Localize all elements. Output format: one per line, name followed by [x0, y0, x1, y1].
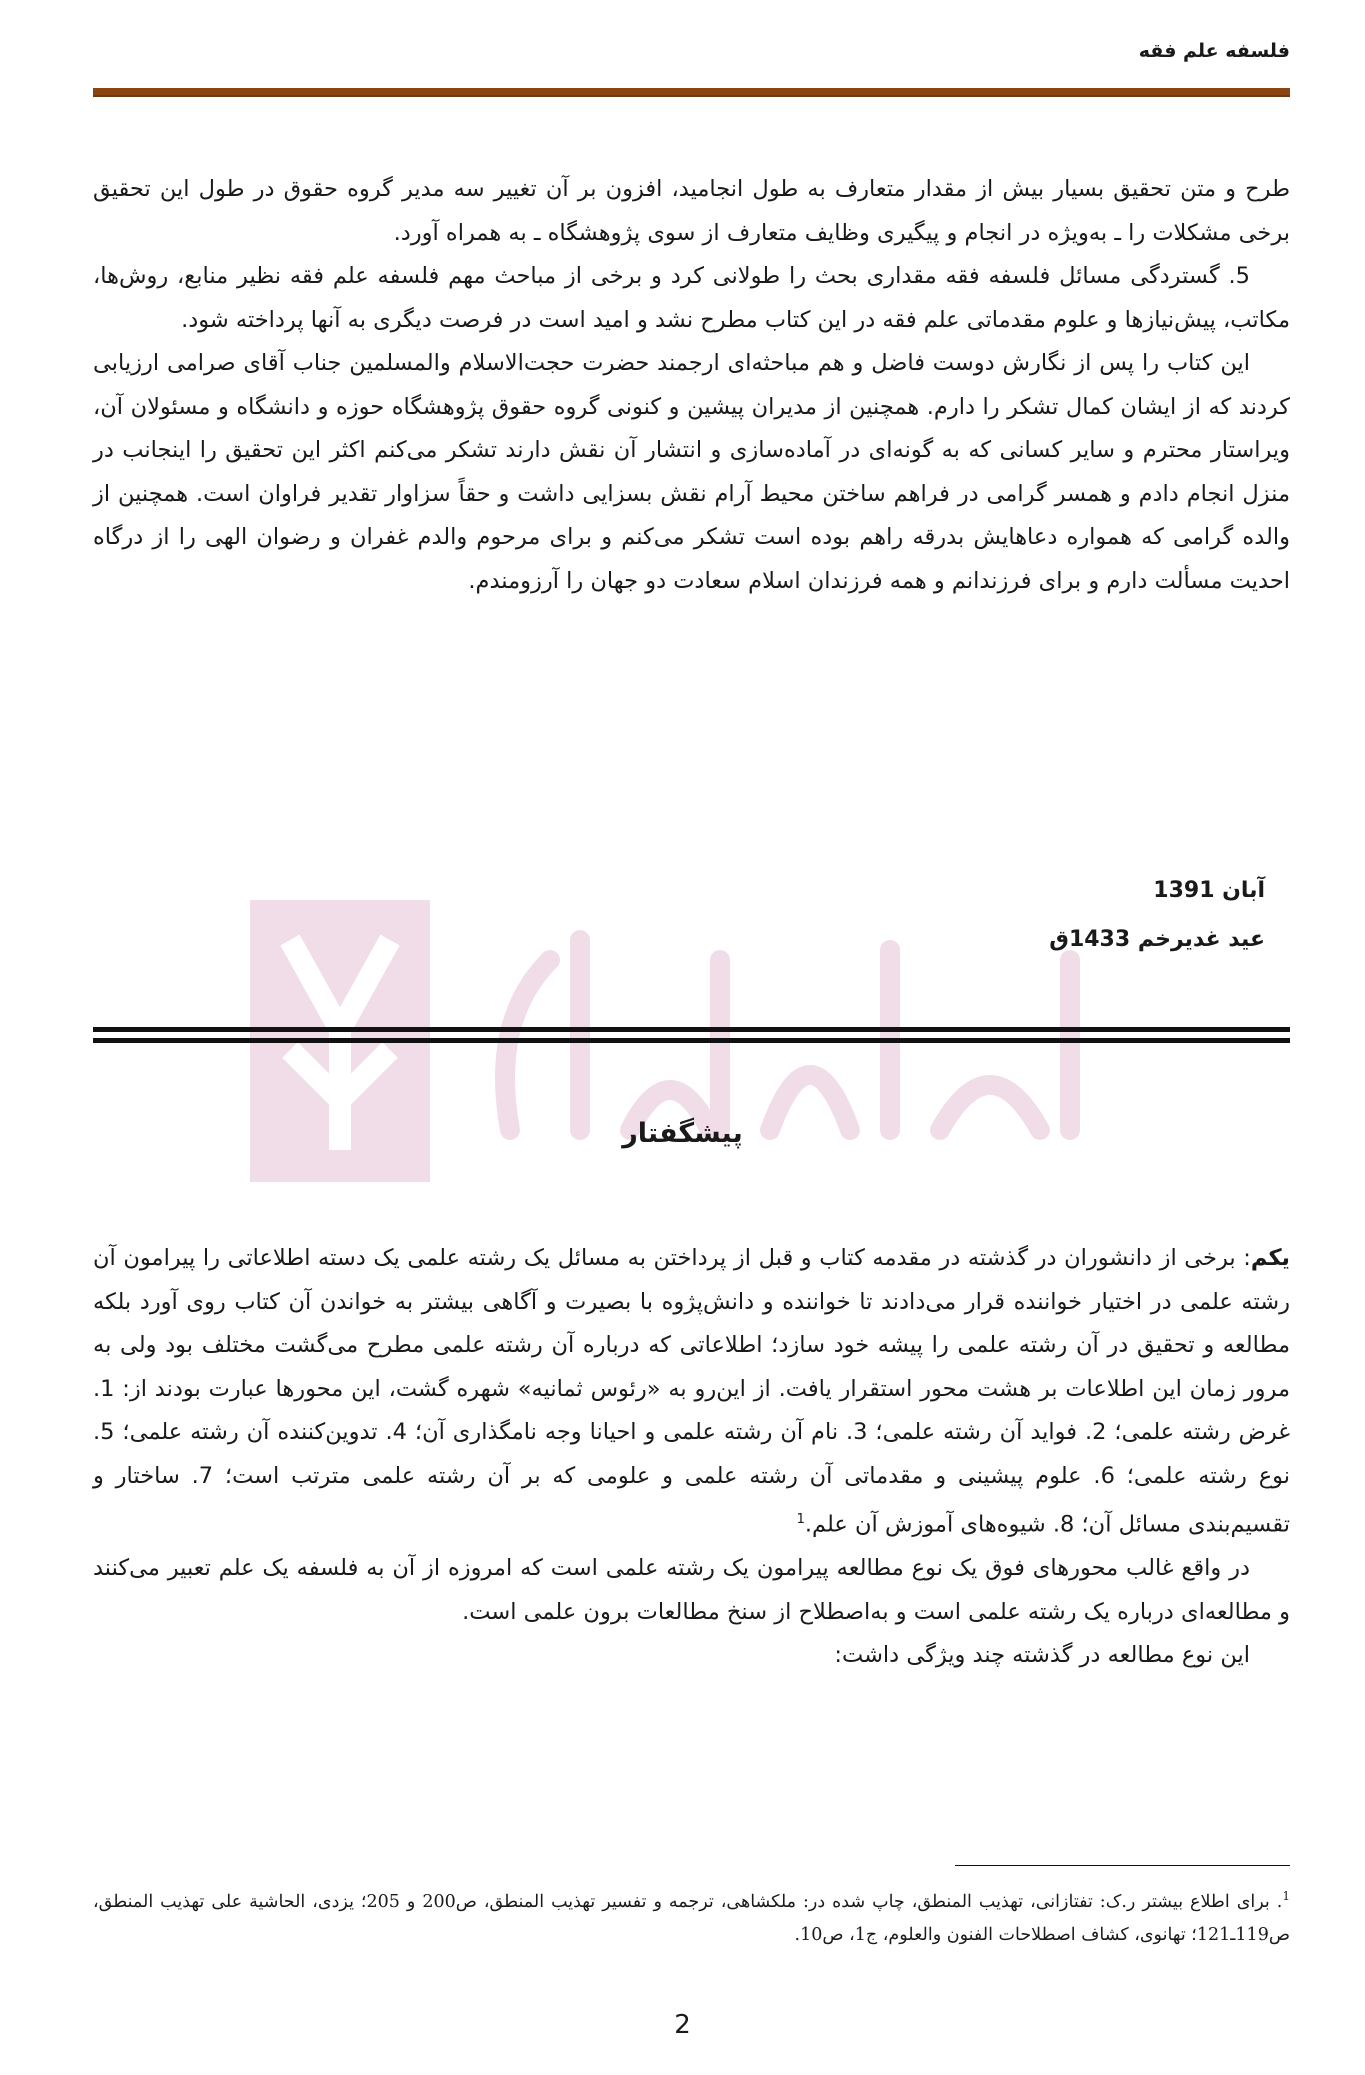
signature-date-solar: آبان 1391: [1153, 878, 1265, 903]
footnote-reference[interactable]: 1: [796, 1512, 805, 1527]
page-number: 2: [674, 2010, 691, 2040]
section-paragraph-1-text: : برخی از دانشوران در گذشته در مقدمه کتاب و قبل از پرداختن به مسائل یک رشته علمی یک دسته اطلاعاتی را پیرامون آن رشته علمی در اختیار خواننده قرار می‌دادند تا خواننده و دانش‌پژوه با بصیرت و آگاهی بیشتر به خواندن آن کتاب روی آورد بلکه مطالعه و تحقیق در آن رشته علمی را پیشه خود سازد؛ اطلاعاتی که درباره آن رشته علمی مطرح می‌گشت مختلف بود ولی به مرور زمان این اطلاعات بر هشت محور استقرار یافت. از این‌رو به «رئوس ثمانیه» شهره گشت، این محورها عبارت بودند از: 1. غرض رشته علمی؛ 2. فواید آن رشته علمی؛ 3. نام آن رشته علمی و احیانا وجه نامگذاری آن؛ 4. تدوین‌کننده آن رشته علمی؛ 5. نوع رشته علمی؛ 6. علوم پیشینی و مقدماتی آن رشته علمی و علومی که بر آن رشته علمی مترتب است؛ 7. ساختار و تقسیم‌بندی مسائل آن؛ 8. شیوه‌های آموزش آن علم.: [93, 1245, 1291, 1538]
section-title: پیشگفتار: [622, 1118, 743, 1149]
header-rule: [93, 88, 1290, 97]
section-divider-bottom: [93, 1038, 1290, 1043]
watermark-lettering: [505, 940, 1070, 1130]
preface-paragraph-1: طرح و متن تحقیق بسیار بیش از مقدار متعارف به طول انجامید، افزون بر آن تغییر سه مدیر گروه حقوق در طول این تحقیق برخی مشکلات را ـ به‌ویژه در انجام و پیگیری وظایف متعارف از سوی پژوهشگاه ـ به همراه آورد.: [93, 176, 1290, 246]
signature-date-lunar: عید غدیرخم 1433ق: [1049, 927, 1265, 952]
section-lead-word: یکم: [1250, 1245, 1290, 1271]
running-header-title: فلسفه علم فقه: [1138, 40, 1290, 62]
section-divider-top: [93, 1027, 1290, 1032]
preface-paragraph-2: 5. گستردگی مسائل فلسفه فقه مقداری بحث را طولانی کرد و برخی از مباحث مهم فلسفه علم فقه نظیر منابع، روش‌ها، مکاتب، پیش‌نیازها و علوم مقدماتی علم فقه در این کتاب مطرح نشد و امید است در فرصت دیگری به آنها پرداخته شود.: [93, 263, 1290, 333]
footnote: [93, 1880, 1290, 1952]
section-paragraph-3: این نوع مطالعه در گذشته چند ویژگی داشت:: [834, 1642, 1250, 1668]
section-body: [93, 1237, 1290, 1678]
preface-paragraph-3: این کتاب را پس از نگارش دوست فاضل و هم مباحثه‌ای ارجمند حضرت حجت‌الاسلام والمسلمین جناب آقای صرامی ارزیابی کردند که از ایشان کمال تشکر را دارم. همچنین از مدیران پیشین و کنونی گروه حقوق پژوهشگاه حوزه و دانشگاه و مسئولان آن، ویراستار محترم و سایر کسانی که به گونه‌ای در آماده‌سازی و انتشار آن نقش دارند تشکر می‌کنم اکثر این تحقیق را اینجانب در منزل انجام دادم و همسر گرامی در فراهم ساختن محیط آرام نقش بسزایی داشت و حقاً سزاوار تقدیر فراوان است. همچنین از والده گرامی که همواره دعاهایش بدرقه راهم بوده است تشکر می‌کنم و برای مرحوم والدم غفران و رضوان الهی را از درگاه احدیت مسألت دارم و برای فرزندانم و همه فرزندان اسلام سعادت دو جهان را آرزومندم.: [93, 350, 1290, 594]
preface-body: [93, 168, 1290, 603]
footnote-text: . برای اطلاع بیشتر ر.ک: تفتازانی، تهذیب المنطق، چاپ شده در: ملکشاهی، ترجمه و تفسیر تهذیب المنطق، ص200 و 205؛ یزدی، الحاشیة علی تهذیب المنطق، ص119ـ121؛ تهانوی، کشاف اصطلاحات الفنون والعلوم، ج1، ص10.: [93, 1891, 1290, 1945]
footnote-rule: [955, 1865, 1290, 1866]
section-paragraph-1: [93, 1237, 1290, 1547]
section-paragraph-2: در واقع غالب محورهای فوق یک نوع مطالعه پیرامون یک رشته علمی است که امروزه از آن به فلسفه یک علم تعبیر می‌کنند و مطالعه‌ای درباره یک رشته علمی است و به‌اصطلاح از سنخ مطالعات برون علمی است.: [93, 1555, 1290, 1625]
footnote-marker: 1: [1282, 1889, 1290, 1903]
